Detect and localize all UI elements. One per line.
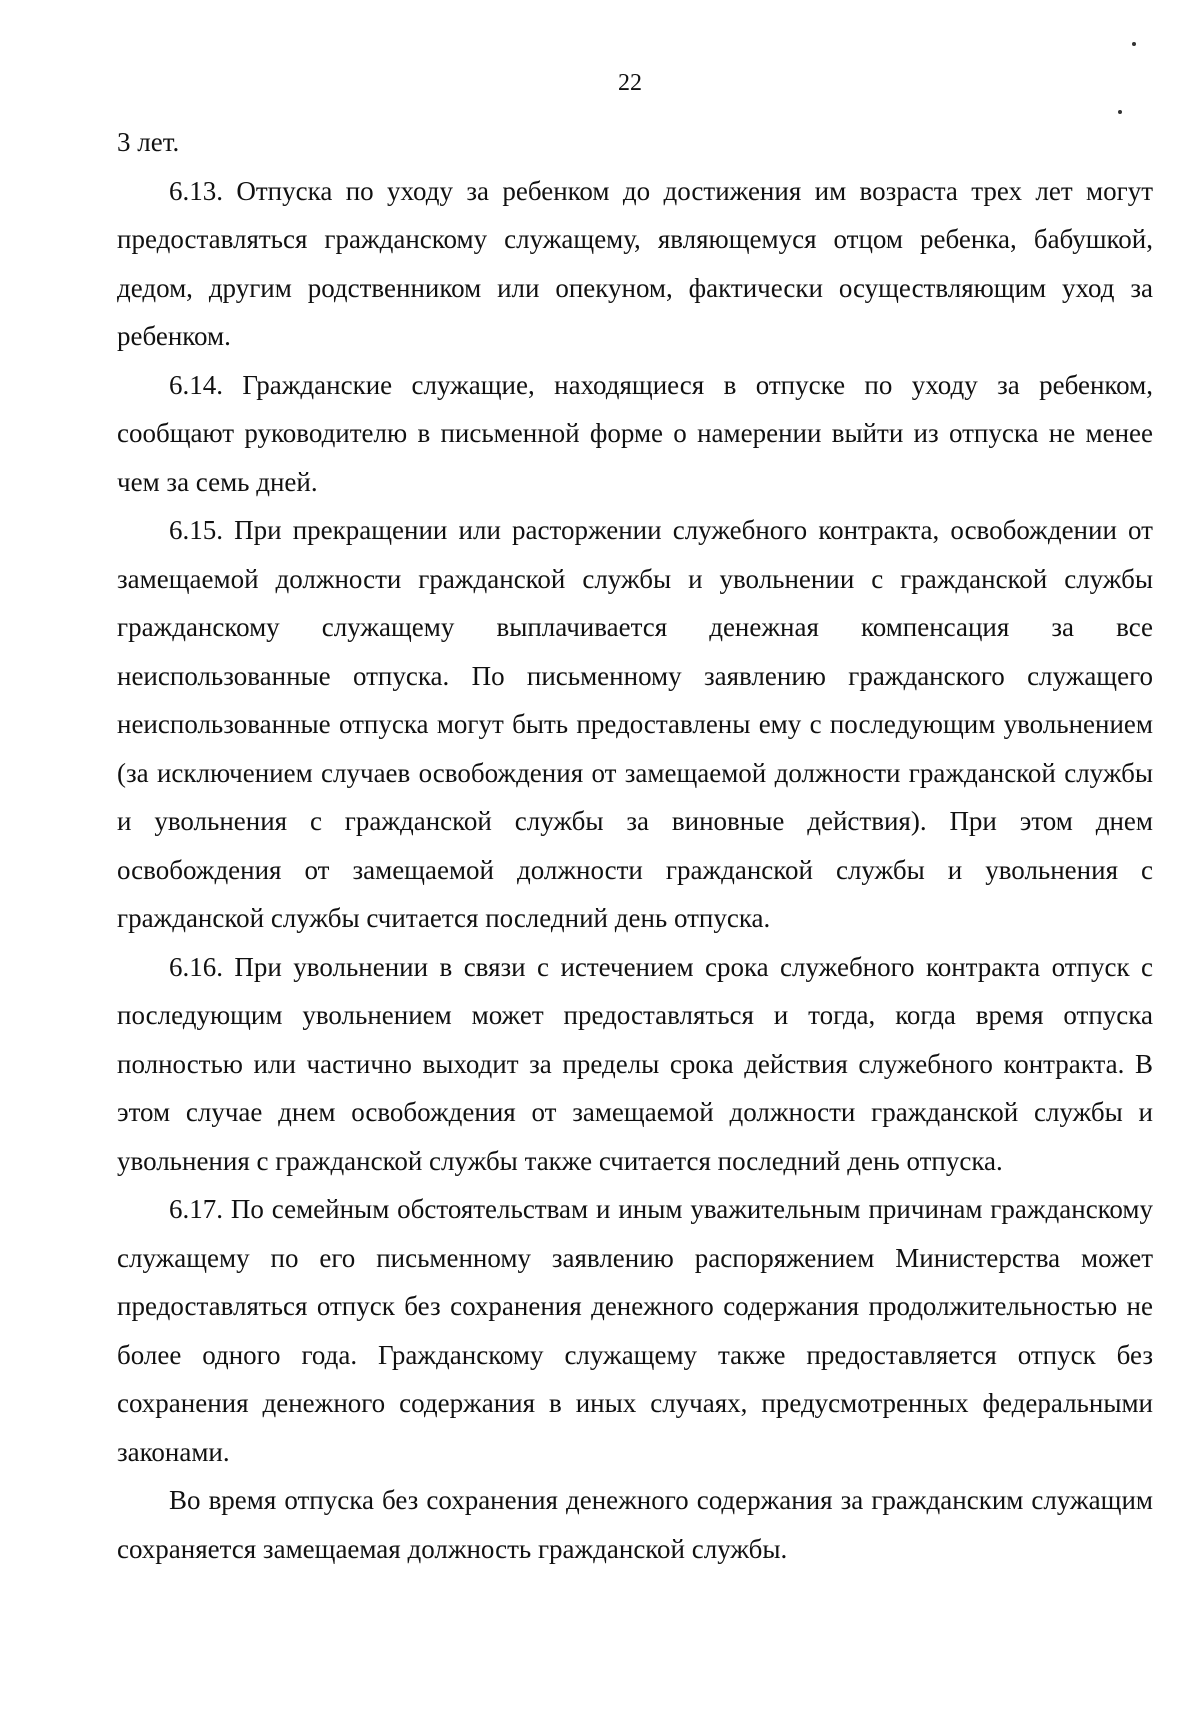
paragraph-continuation: 3 лет. (117, 127, 180, 157)
document-body (117, 118, 1153, 1573)
page-number: 22 (618, 70, 642, 96)
paragraph-6-13: 6.13. Отпуска по уходу за ребенком до достижения им возраста трех лет могут предоставляться гражданскому служащему, являющемуся отцом ребенка, бабушкой, дедом, другим родственником или опекуном, фактически осуществляющим уход за ребенком. (117, 175, 1153, 351)
paragraph-6-17: 6.17. По семейным обстоятельствам и иным уважительным причинам гражданскому служащему по его письменному заявлению распоряжением Министерства может предоставляться отпуск без сохранения денежного содержания продолжительностью не более одного года. Гражданскому служащему также предоставляется отпуск без сохранения денежного содержания в иных случаях, предусмотренных федеральными законами. (117, 1194, 1153, 1467)
paragraph-unpaid-leave: Во время отпуска без сохранения денежного содержания за гражданским служащим сохраняется замещаемая должность гражданской службы. (117, 1485, 1153, 1564)
paragraph-6-16: 6.16. При увольнении в связи с истечением срока служебного контракта отпуск с последующим увольнением может предоставляться и тогда, когда время отпуска полностью или частично выходит за пределы срока действия служебного контракта. В этом случае днем освобождения от замещаемой должности гражданской службы и увольнения с гражданской службы также считается последний день отпуска. (117, 951, 1153, 1176)
paragraph-6-15: 6.15. При прекращении или расторжении служебного контракта, освобождении от замещаемой должности гражданской службы и увольнении с гражданской службы гражданскому служащему выплачивается денежная компенсация за все неиспользованные отпуска. По письменному заявлению гражданского служащего неиспользованные отпуска могут быть предоставлены ему с последующим увольнением (за исключением случаев освобождения от замещаемой должности гражданской службы и увольнения с гражданской службы за виновные действия). При этом днем освобождения от замещаемой должности гражданской службы и увольнения с гражданской службы считается последний день отпуска. (117, 515, 1153, 933)
scan-speck (1132, 42, 1136, 46)
paragraph-6-14: 6.14. Гражданские служащие, находящиеся в отпуске по уходу за ребенком, сообщают руководителю в письменной форме о намерении выйти из отпуска не менее чем за семь дней. (117, 369, 1153, 497)
scan-speck (1118, 110, 1122, 114)
